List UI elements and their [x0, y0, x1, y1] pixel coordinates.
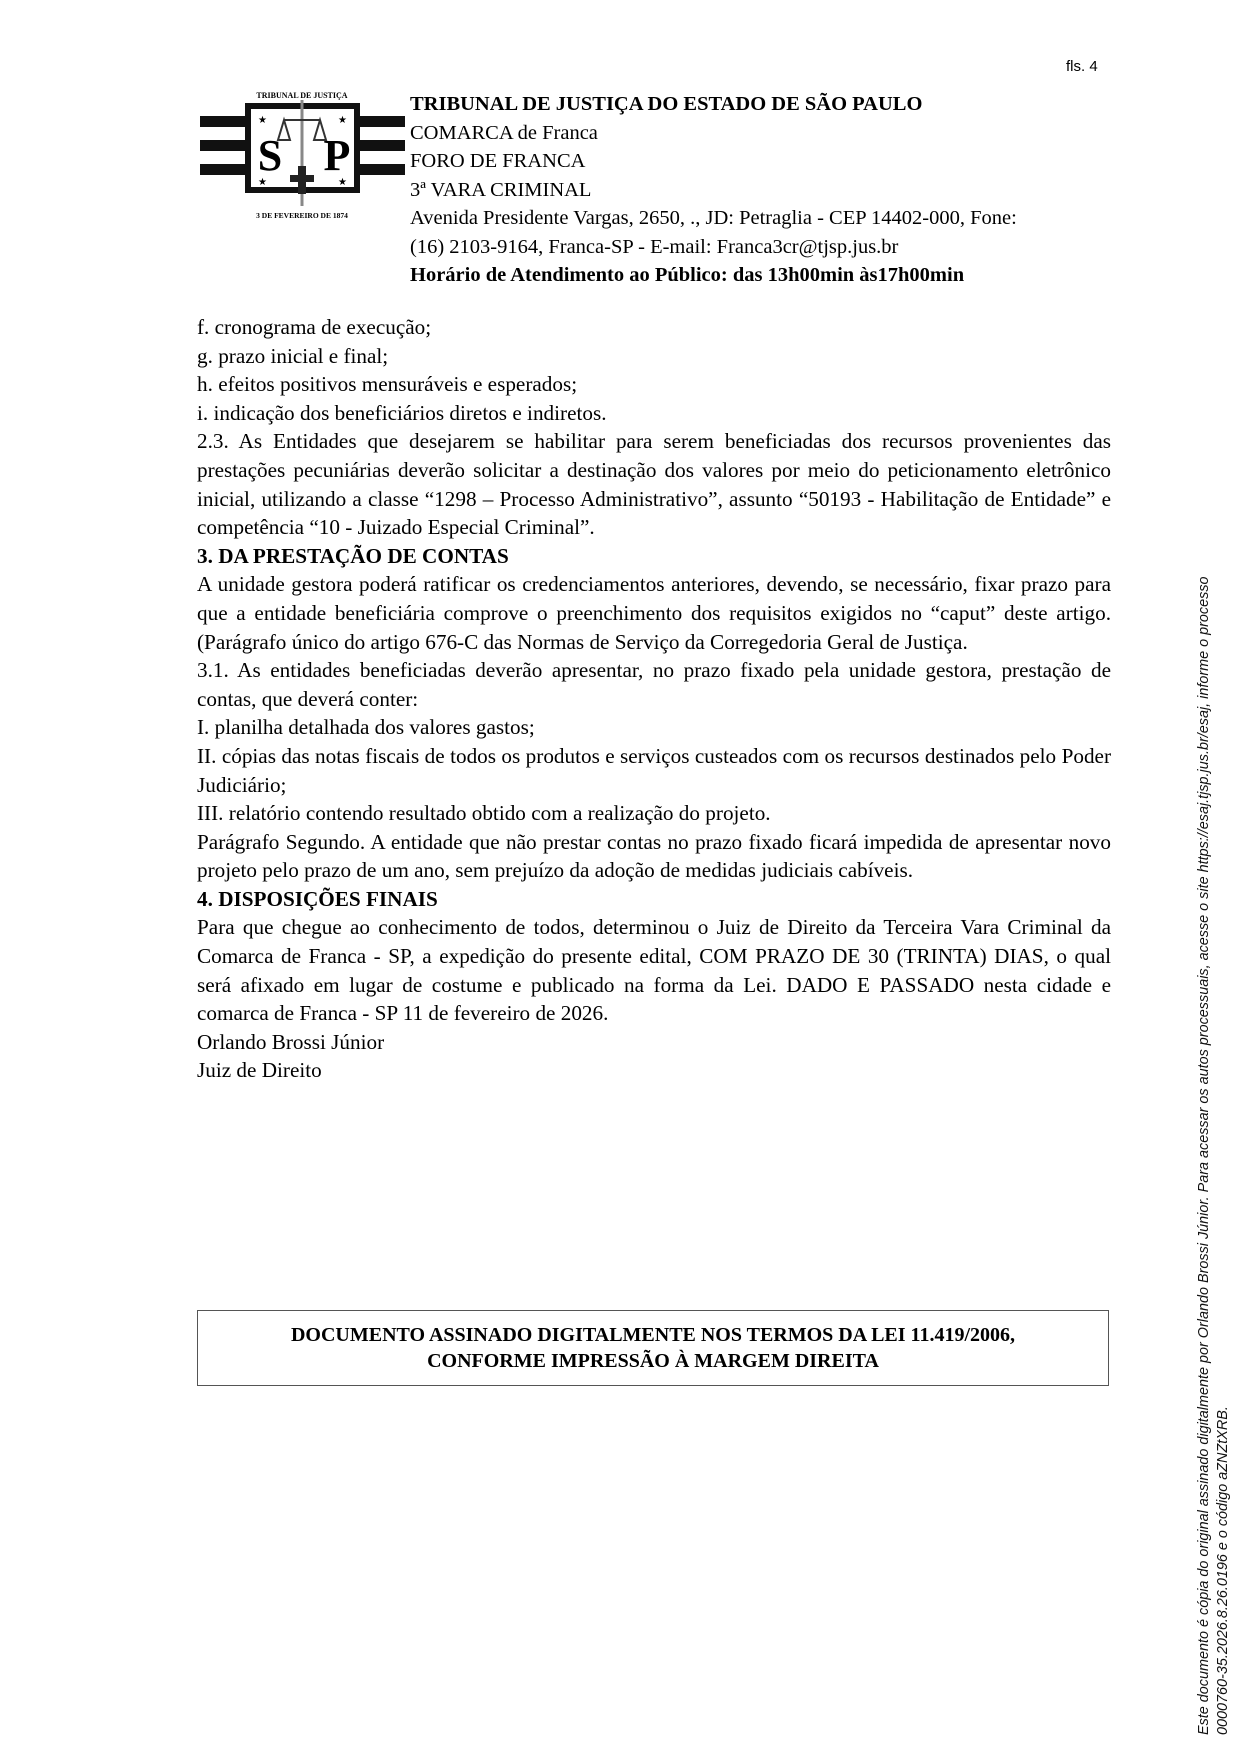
paragraph-2-3: 2.3. As Entidades que desejarem se habilitar para serem beneficiadas dos recursos provenientes das prestações pecuniárias deverão solicitar a destinação dos valores por meio do peticionamento eletrônico inicial, utilizando a classe “1298 – Processo Administrativo”, assunto “50193 - Habilitação de Entidade” e competência “10 - Juizado Especial Criminal”. — [197, 429, 1111, 540]
logo-letter-p: P — [323, 131, 351, 180]
list-item: II. cópias das notas fiscais de todos os produtos e serviços custeados com os recursos destinados pelo Poder Judiciário; — [197, 743, 1111, 797]
logo-letter-s: S — [257, 131, 283, 180]
court-name: TRIBUNAL DE JUSTIÇA DO ESTADO DE SÃO PAULO — [410, 93, 923, 115]
paragraph-segundo: Parágrafo Segundo. A entidade que não prestar contas no prazo fixado ficará impedida de apresentar novo projeto pelo prazo de um ano, sem prejuízo da adoção de medidas judiciais cabíveis. — [197, 829, 1111, 883]
list-item: f. cronograma de execução; — [197, 315, 432, 339]
office-hours: Horário de Atendimento ao Público: das 13h00min às17h00min — [410, 264, 965, 286]
page-number: fls. 4 — [1066, 58, 1098, 75]
foro: FORO DE FRANCA — [410, 150, 586, 172]
address-line-2: (16) 2103-9164, Franca-SP - E-mail: Franca3cr@tjsp.jus.br — [410, 235, 899, 258]
paragraph-3-1: 3.1. As entidades beneficiadas deverão apresentar, no prazo fixado pela unidade gestora, prestação de contas, que deverá conter: — [197, 658, 1111, 711]
margin-note-line-2: 0000760-35.2026.8.26.0196 e o código aZNZtXRB. — [1215, 1406, 1231, 1735]
court-logo — [200, 78, 405, 223]
list-item: h. efeitos positivos mensuráveis e esperados; — [197, 372, 578, 397]
notice-line-1: DOCUMENTO ASSINADO DIGITALMENTE NOS TERMOS DA LEI 11.419/2006, — [290, 1324, 1016, 1346]
signer-title: Juiz de Direito — [197, 1058, 322, 1083]
margin-authentication-note — [1195, 576, 1233, 1735]
star-icon: ★ — [338, 177, 347, 188]
section-heading-3: 3. DA PRESTAÇÃO DE CONTAS — [197, 543, 509, 568]
list-item: i. indicação dos beneficiários diretos e indiretos. — [197, 400, 607, 425]
court-header — [410, 90, 1017, 290]
star-icon: ★ — [338, 115, 347, 126]
logo-bottom-text: 3 DE FEVEREIRO DE 1874 — [256, 211, 348, 220]
paragraph-4: Para que chegue ao conhecimento de todos, determinou o Juiz de Direito da Terceira Vara Criminal da Comarca de Franca - SP, a expedição do presente edital, COM PRAZO DE 30 (TRINTA) DIAS, o qual será afixado em lugar de costume e publicado na forma da Lei. DADO E PASSADO nesta cidade e comarca de Franca - SP 11 de fevereiro de 2026. — [197, 915, 1111, 1026]
comarca: COMARCA de Franca — [410, 121, 598, 144]
paragraph-3-intro: A unidade gestora poderá ratificar os credenciamentos anteriores, devendo, se necessário, fixar prazo para que a entidade beneficiária comprove o preenchimento dos requisitos exigidos no “caput” deste artigo. (Parágrafo único do artigo 676-C das Normas de Serviço da Corregedoria Geral de Justiça. — [197, 572, 1111, 654]
logo-top-text: TRIBUNAL DE JUSTIÇA — [256, 91, 348, 100]
notice-line-2: CONFORME IMPRESSÃO À MARGEM DIREITA — [427, 1350, 879, 1372]
star-icon: ★ — [258, 115, 267, 126]
margin-note-line-1: Este documento é cópia do original assinado digitalmente por Orlando Brossi Júnior. Para acessar os autos processuais, acesse o site https://esaj.tjsp.jus.br/esaj, informe o processo — [1196, 576, 1212, 1735]
address-line-1: Avenida Presidente Vargas, 2650, ., JD: Petraglia - CEP 14402-000, Fone: — [410, 207, 1017, 229]
list-item: III. relatório contendo resultado obtido com a realização do projeto. — [197, 801, 771, 826]
list-item: g. prazo inicial e final; — [197, 343, 389, 368]
section-heading-4: 4. DISPOSIÇÕES FINAIS — [197, 886, 438, 911]
star-icon: ★ — [258, 177, 267, 188]
signer-name: Orlando Brossi Júnior — [197, 1029, 385, 1054]
digital-signature-notice — [197, 1310, 1109, 1386]
list-item: I. planilha detalhada dos valores gastos; — [197, 715, 535, 740]
vara: 3ª VARA CRIMINAL — [410, 178, 592, 201]
document-body — [197, 313, 1111, 1085]
